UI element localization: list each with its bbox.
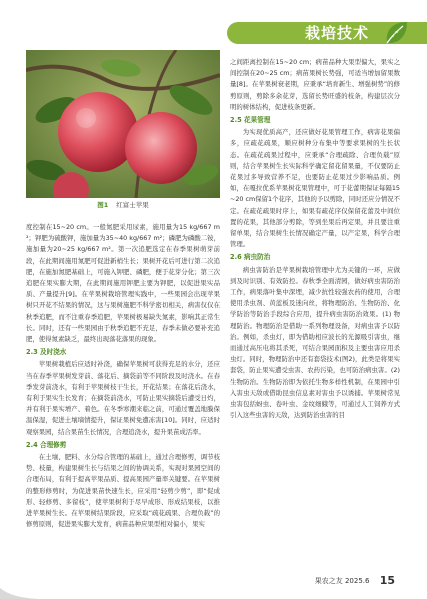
figure-caption-text: 红富士苹果 (116, 201, 149, 209)
paragraph: 苹果树栽植后应适时补浇，确保苹果树可获得充足的水分，还应当在春季苹果树发芽前、落花后、摘袋前等不同阶段及时浇水。在春季发芽前浇水，有利于苹果树枝干生长，开花结果；在落花后浇水，有利于果实生长发育；在摘袋前浇水，可防止果实摘袋后遭受日灼，并有利于果实增产、着色。在冬季寒潮来临之前，可通过覆盖地膜保温保湿，促进土壤墒情提升，保证果树免遭冻害[10]。同时，应适时观察果园，结合果苗生长情况，合理追浇水，提升果苗成活率。 (26, 360, 220, 436)
leaf-icon (381, 18, 411, 48)
section-title: 栽培技术 (304, 24, 369, 42)
paragraph: 之间距离控制在15~20 cm；病苗品种大果型偏大，果实之间控制在20~25 cm；病苗果树长势强，可适当增加留果数量[8]。在苹果树衰老期，应秉承“培育新生、增强树势”的修剪原则，剪除多余花芽，选留长势旺盛的枝条，构建层次分明的树体结构，促进枝条更新。 (230, 58, 400, 111)
page-corner-decoration (0, 580, 40, 599)
section-heading: 2.6 病虫防治 (230, 253, 271, 262)
figure-label: 图1 (97, 201, 109, 209)
left-column (26, 222, 220, 530)
journal-name: 果农之友 2025.6 (314, 577, 370, 585)
paragraph: 为实现优质高产，还应做好花果管理工作，病害花果偏多，应疏花疏果，顺应树种分布集中等要求果树的生长状态。在疏花疏果过程中，应秉承“合理疏除、合理负载”原则，结合苹果树生长实际科学确定留花留果量，不仅要防止花果过多导致营养不足，也要防止花果过少影响品质。例如，在嘎拉优系苹果树花果管理中，可于花蕾期保证每隔15~20 cm保留1个花序，其他的予以剪除，同时还应分情况不定。在疏花疏果时序上，如果有疏花序仅保留花蕾及中间位置的花果，其他部分剪除，等到坐果后再定果，并且要注重留单果，结合果树生长情况确定产量，以产定果，科学合理管理。 (230, 128, 400, 249)
apple-photo (26, 50, 220, 198)
paragraph: 度控制在15~20 cm。一般氮肥采用尿素，施用量为15 kg/667 m²；钾肥为硫酸钾，施加量为35~40 kg/667 m²；磷肥为磷酸二铵，施加量为20~25 kg/667 m²。第一次追肥选定在春季果树萌芽前段，在此期间施用氮肥可促进新梢生长；果树开花后可进行第二次追肥，在施加氮肥基础上，可施入钾肥、磷肥，便于花芽分化；第三次追肥在果实膨大期，在此期间施用钾肥主要为钾肥，以促进果实品质、产量提升[9]。在苹果树栽培管理实践中，一些果园会出现苹果树只开花不结果的情况，这与果树施肥不科学密切相关，病害仅仅在秋季追肥，而不注重春季追肥，苹果树极易缺失氮素，影响其正常生长。同时，还有一些果园由于秋季追肥不充足，春季未做必要补充追肥，使得氮素缺乏，最终出现落花落果的现象。 (26, 223, 220, 344)
section-heading: 2.3 及时浇水 (26, 348, 67, 357)
paragraph: 在土壤、肥料、水分综合管理的基础上，通过合理修剪，调节枝势、枝量，构建果树生长与结果之间的协调关系，实现对果园空间的合理布局，有利于提高苹果品质、提高果园产量率关键要。在苹果树的整形修剪时，为促进果苗快速生长，应采用“轻剪少剪”，即“促成形、轻修剪、多留枝”，使苹果树利于尽早成形、形成结果枝，以推进苹果树生长。在苹果树结果阶段，应采取“疏花疏果、合理负载”的修剪原则，促进果实膨大发育，病苗品种应果型相对偏小，果实 (26, 453, 220, 529)
page-footer (315, 575, 395, 587)
right-column (230, 57, 400, 422)
section-heading: 2.4 合理修剪 (26, 440, 67, 449)
section-heading: 2.5 花果管理 (230, 116, 271, 125)
figure-caption (26, 201, 220, 210)
paragraph: 病虫害防治是苹果树栽培管理中尤为关键的一环，应做到及时识别、有效防控。春秋季全面清园，做好病虫害防治工作，病果落叶集中深埋，减少抗性较强农药的使用，合理使用杀虫剂、黄蓝板及迷向丝，将物理防治、生物防治、化学防治等防治手段综合应用，提升病虫害防治效果。(1) 物理防治。物理防治是借助一系列物理设备，对病虫害予以防治。例如，杀虫灯，即为借助相应波长的光源吸引害虫，继而通过高压电将其杀死，可结合果园面积及主要虫害应用杀虫灯。同时，物理防治中还有套袋技术(图2)，此类是将果实套袋，防止果实遭受虫害、农药污染，也可防治病虫害。(2) 生物防治。生物防治即为依托生物多样性机制，在果园中引入害虫天敌或借助昆虫信息素对害虫予以诱捕。苹果树常见虫害包括蚜虫、卷叶虫、金纹细蛾等，可通过人工饲养方式引入这些虫害的天敌，达到防治虫害的目 (230, 265, 400, 420)
page-number: 15 (379, 574, 395, 587)
apple-illustration (26, 50, 220, 198)
